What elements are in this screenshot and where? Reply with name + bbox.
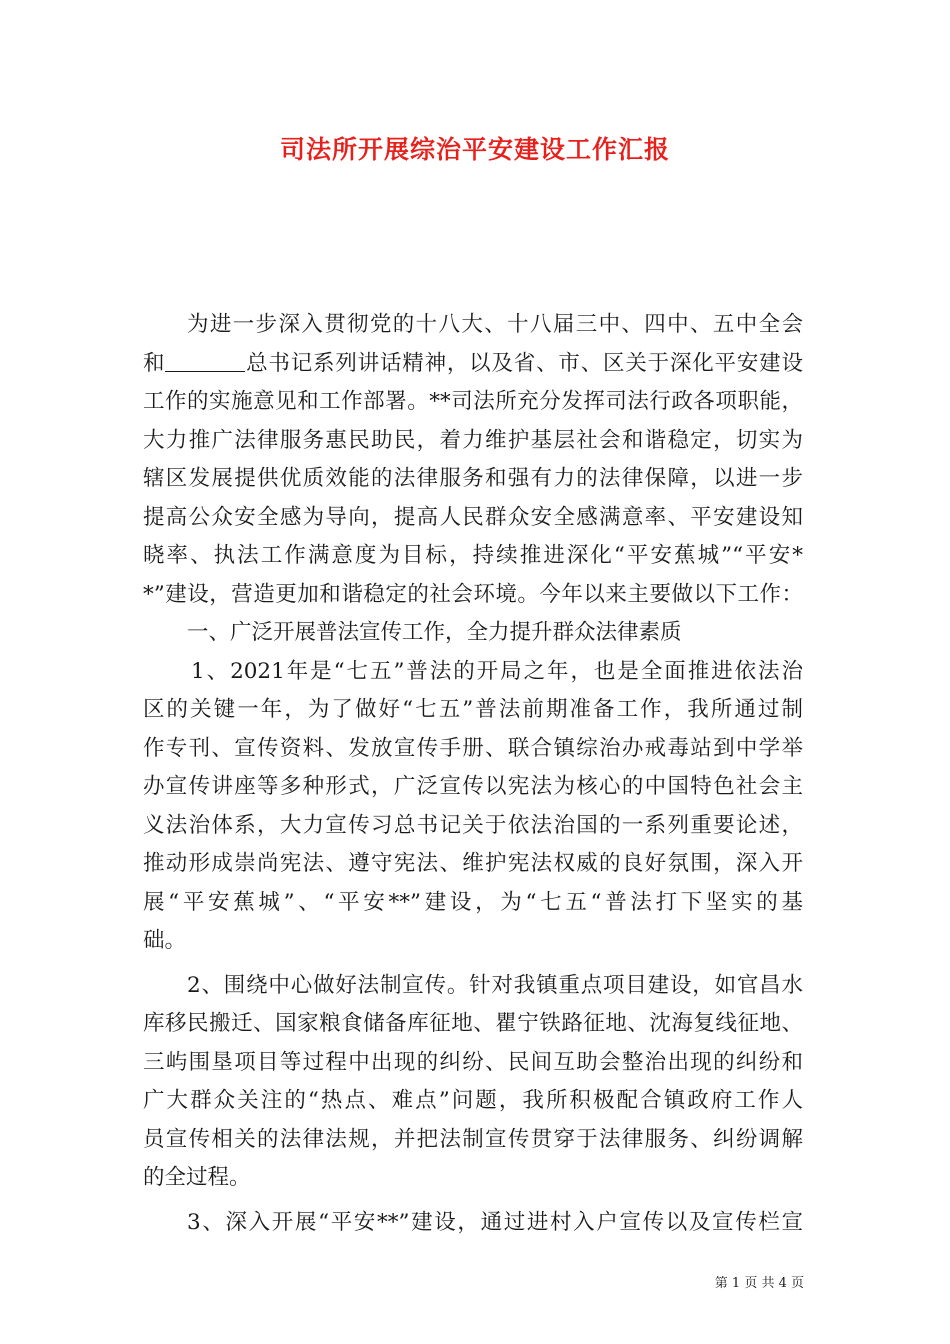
intro-line-rest: 总书记系列讲话精神，以及省、市、区关于深化平安建设 <box>245 350 803 376</box>
paragraph-line: 广大群众关注的“热点、难点”问题，我所积极配合镇政府工作人 <box>143 1088 803 1113</box>
blank-underline <box>165 351 245 372</box>
intro-line: *”建设，营造更加和谐稳定的社会环境。今年以来主要做以下工作： <box>143 581 803 607</box>
paragraph-line: 作专刊、宣传资料、发放宣传手册、联合镇综治办戒毒站到中学举 <box>143 735 803 761</box>
intro-line: 晓率、执法工作满意度为目标，持续推进深化“平安蕉城”“平安* <box>143 543 803 568</box>
intro-line-with-blank <box>143 345 803 384</box>
section-heading: 一、广泛开展普法宣传工作，全力提升群众法律素质 <box>187 620 682 645</box>
paragraph-line: 的全过程。 <box>143 1165 251 1190</box>
intro-line: 提高公众安全感为导向，提高人民群众安全感满意率、平安建设知 <box>143 504 803 530</box>
paragraph-line: 1、2021年是“七五”普法的开局之年，也是全面推进依法治 <box>191 658 803 684</box>
document-title: 司法所开展综治平安建设工作汇报 <box>279 135 670 164</box>
document-body <box>143 306 803 1242</box>
paragraph-line: 库移民搬迁、国家粮食储备库征地、瞿宁铁路征地、沈海复线征地、 <box>143 1011 803 1036</box>
paragraph-line: 办宣传讲座等多种形式，广泛宣传以宪法为核心的中国特色社会主 <box>143 774 803 799</box>
paragraph-line: 区的关键一年，为了做好“七五”普法前期准备工作，我所通过制 <box>143 697 803 722</box>
intro-line: 辖区发展提供优质效能的法律服务和强有力的法律保障，以进一步 <box>143 466 803 491</box>
paragraph-line: 展“平安蕉城”、“平安**”建设，为“七五“普法打下坚实的基 <box>143 889 803 915</box>
paragraph-line: 础。 <box>143 928 187 953</box>
intro-line: 大力推广法律服务惠民助民，着力维护基层社会和谐稳定，切实为 <box>143 427 803 453</box>
intro-line: 为进一步深入贯彻党的十八大、十八届三中、四中、五中全会 <box>187 312 803 337</box>
page-number: 第 1 页 共 4 页 <box>714 1276 804 1291</box>
paragraph-line: 员宣传相关的法律法规，并把法制宣传贯穿于法律服务、纠纷调解 <box>143 1126 803 1152</box>
paragraph-line: 义法治体系，大力宣传习总书记关于依法治国的一系列重要论述， <box>143 812 803 838</box>
paragraph-line: 推动形成崇尚宪法、遵守宪法、维护宪法权威的良好氛围，深入开 <box>143 851 803 876</box>
intro-line: 工作的实施意见和工作部署。**司法所充分发挥司法行政各项职能， <box>143 389 803 414</box>
paragraph-line: 三屿围垦项目等过程中出现的纠纷、民间互助会整治出现的纠纷和 <box>143 1049 803 1075</box>
paragraph-line: 3、深入开展“平安**”建设，通过进村入户宣传以及宣传栏宣 <box>187 1209 803 1235</box>
intro-line-prefix: 和 <box>143 350 166 376</box>
paragraph-line: 2、围绕中心做好法制宣传。针对我镇重点项目建设，如官昌水 <box>187 972 803 998</box>
